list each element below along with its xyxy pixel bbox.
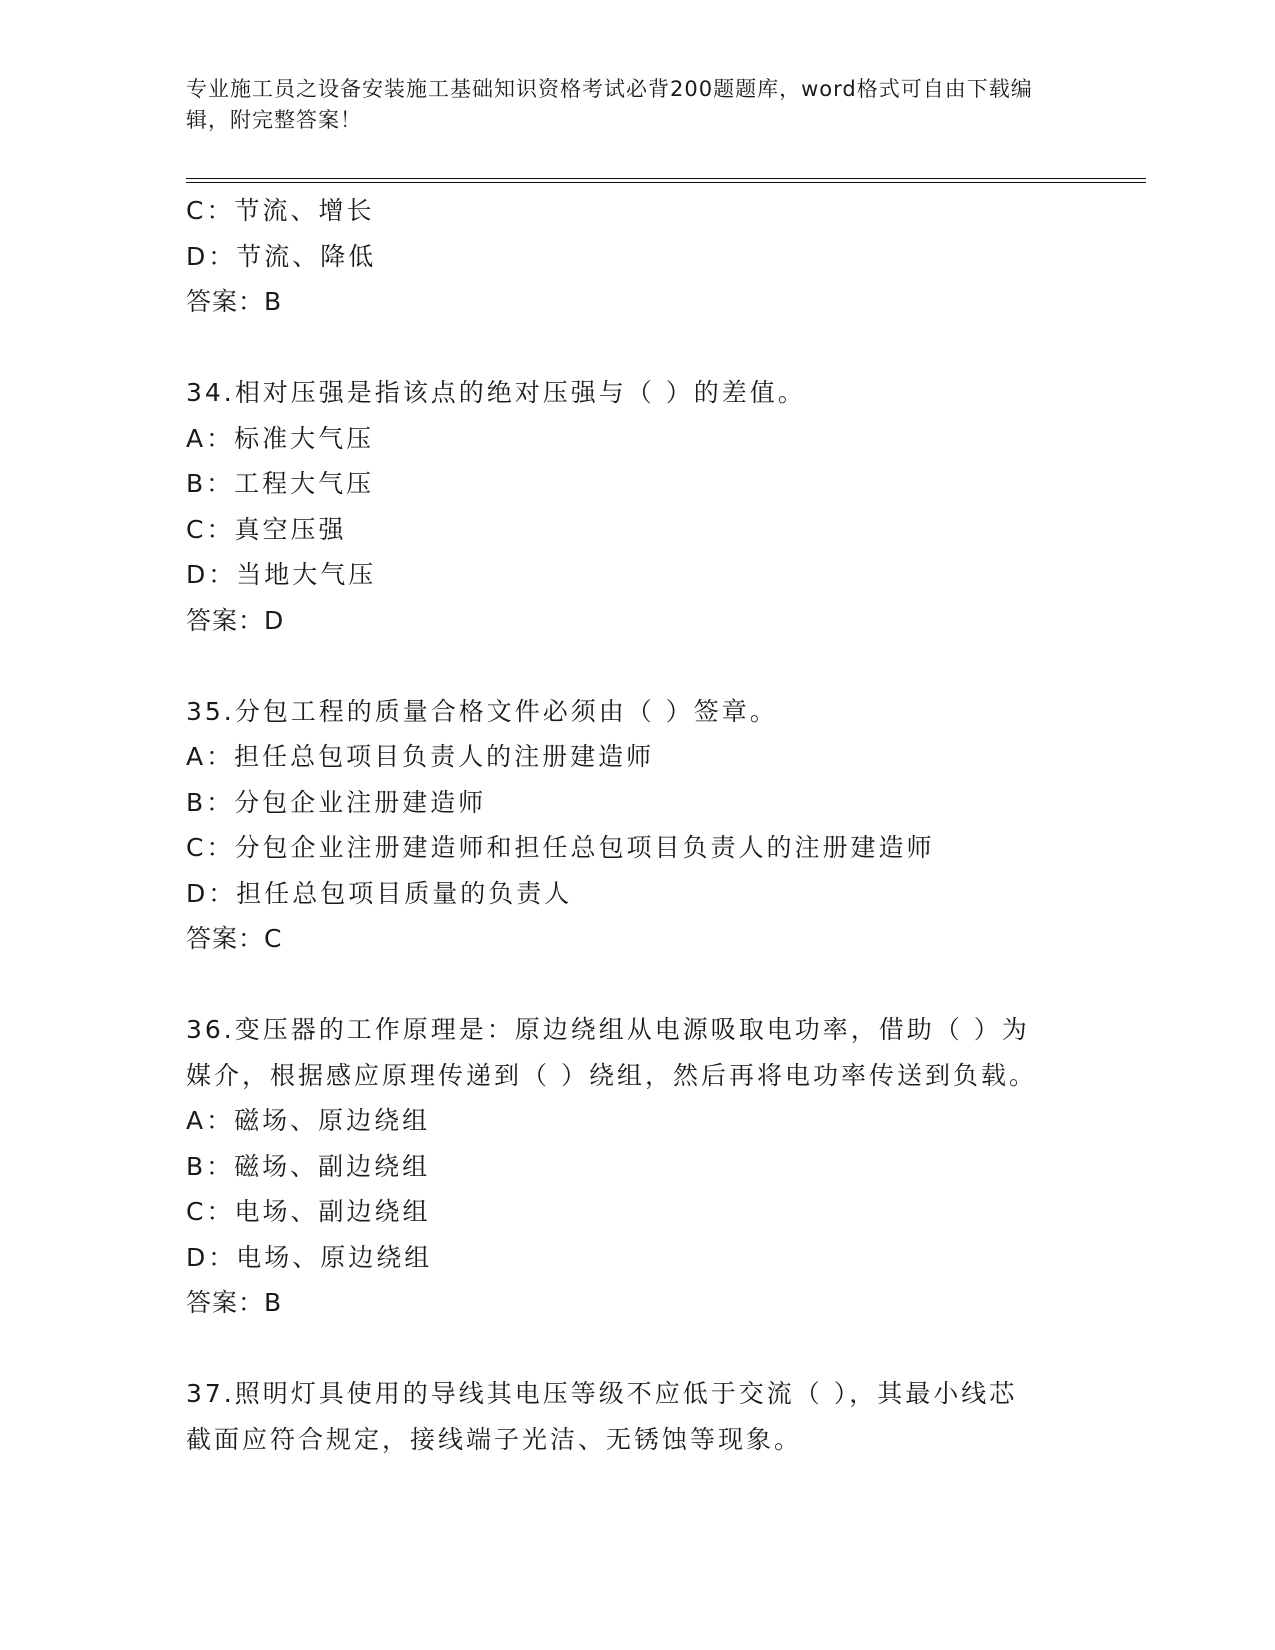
q37-stem-line-2: 截面应符合规定，接线端子光洁、无锈蚀等现象。	[186, 1424, 803, 1454]
q35-option-c: C：分包企业注册建造师和担任总包项目负责人的注册建造师	[186, 833, 935, 862]
q35-option-b: B：分包企业注册建造师	[186, 787, 487, 817]
q34-stem: 34.相对压强是指该点的绝对压强与（ ）的差值。	[186, 378, 806, 407]
q37-stem-line-1: 37.照明灯具使用的导线其电压等级不应低于交流（ ），其最小线芯	[186, 1379, 1018, 1408]
spacer	[186, 962, 1086, 1008]
spacer	[186, 1326, 1086, 1372]
q36-option-b: B：磁场、副边绕组	[186, 1151, 431, 1181]
q33-option-d: D：节流、降低	[186, 241, 377, 271]
q36-option-a: A：磁场、原边绕组	[186, 1106, 431, 1135]
q34-option-b: B：工程大气压	[186, 469, 375, 498]
q35-option-d: D：担任总包项目质量的负责人	[186, 878, 573, 908]
q35-stem: 35.分包工程的质量合格文件必须由（ ）签章。	[186, 696, 778, 726]
q33-option-c: C：节流、增长	[186, 196, 375, 225]
q34-option-d: D：当地大气压	[186, 560, 377, 589]
q35-answer: 答案：C	[186, 924, 283, 953]
spacer	[186, 325, 1086, 371]
q36-option-d: D：电场、原边绕组	[186, 1242, 433, 1272]
header-rule-bottom	[186, 182, 1146, 183]
q33-answer: 答案：B	[186, 287, 283, 316]
q34-option-c: C：真空压强	[186, 514, 347, 544]
q34-option-a: A：标准大气压	[186, 423, 375, 453]
q36-stem-line-2: 媒介，根据感应原理传递到（ ）绕组，然后再将电功率传送到负载。	[186, 1060, 1037, 1090]
q36-answer: 答案：B	[186, 1288, 283, 1317]
spacer	[186, 643, 1086, 689]
question-content	[186, 188, 1086, 1462]
header-rule-top	[186, 178, 1146, 179]
q36-stem-line-1: 36.变压器的工作原理是：原边绕组从电源吸取电功率，借助（ ）为	[186, 1015, 1030, 1044]
q35-option-a: A：担任总包项目负责人的注册建造师	[186, 742, 655, 771]
q36-option-c: C：电场、副边绕组	[186, 1197, 431, 1226]
document-header: 专业施工员之设备安装施工基础知识资格考试必背200题题库，word格式可自由下载编辑，附完整答案！	[186, 77, 1033, 132]
q34-answer: 答案：D	[186, 605, 285, 635]
